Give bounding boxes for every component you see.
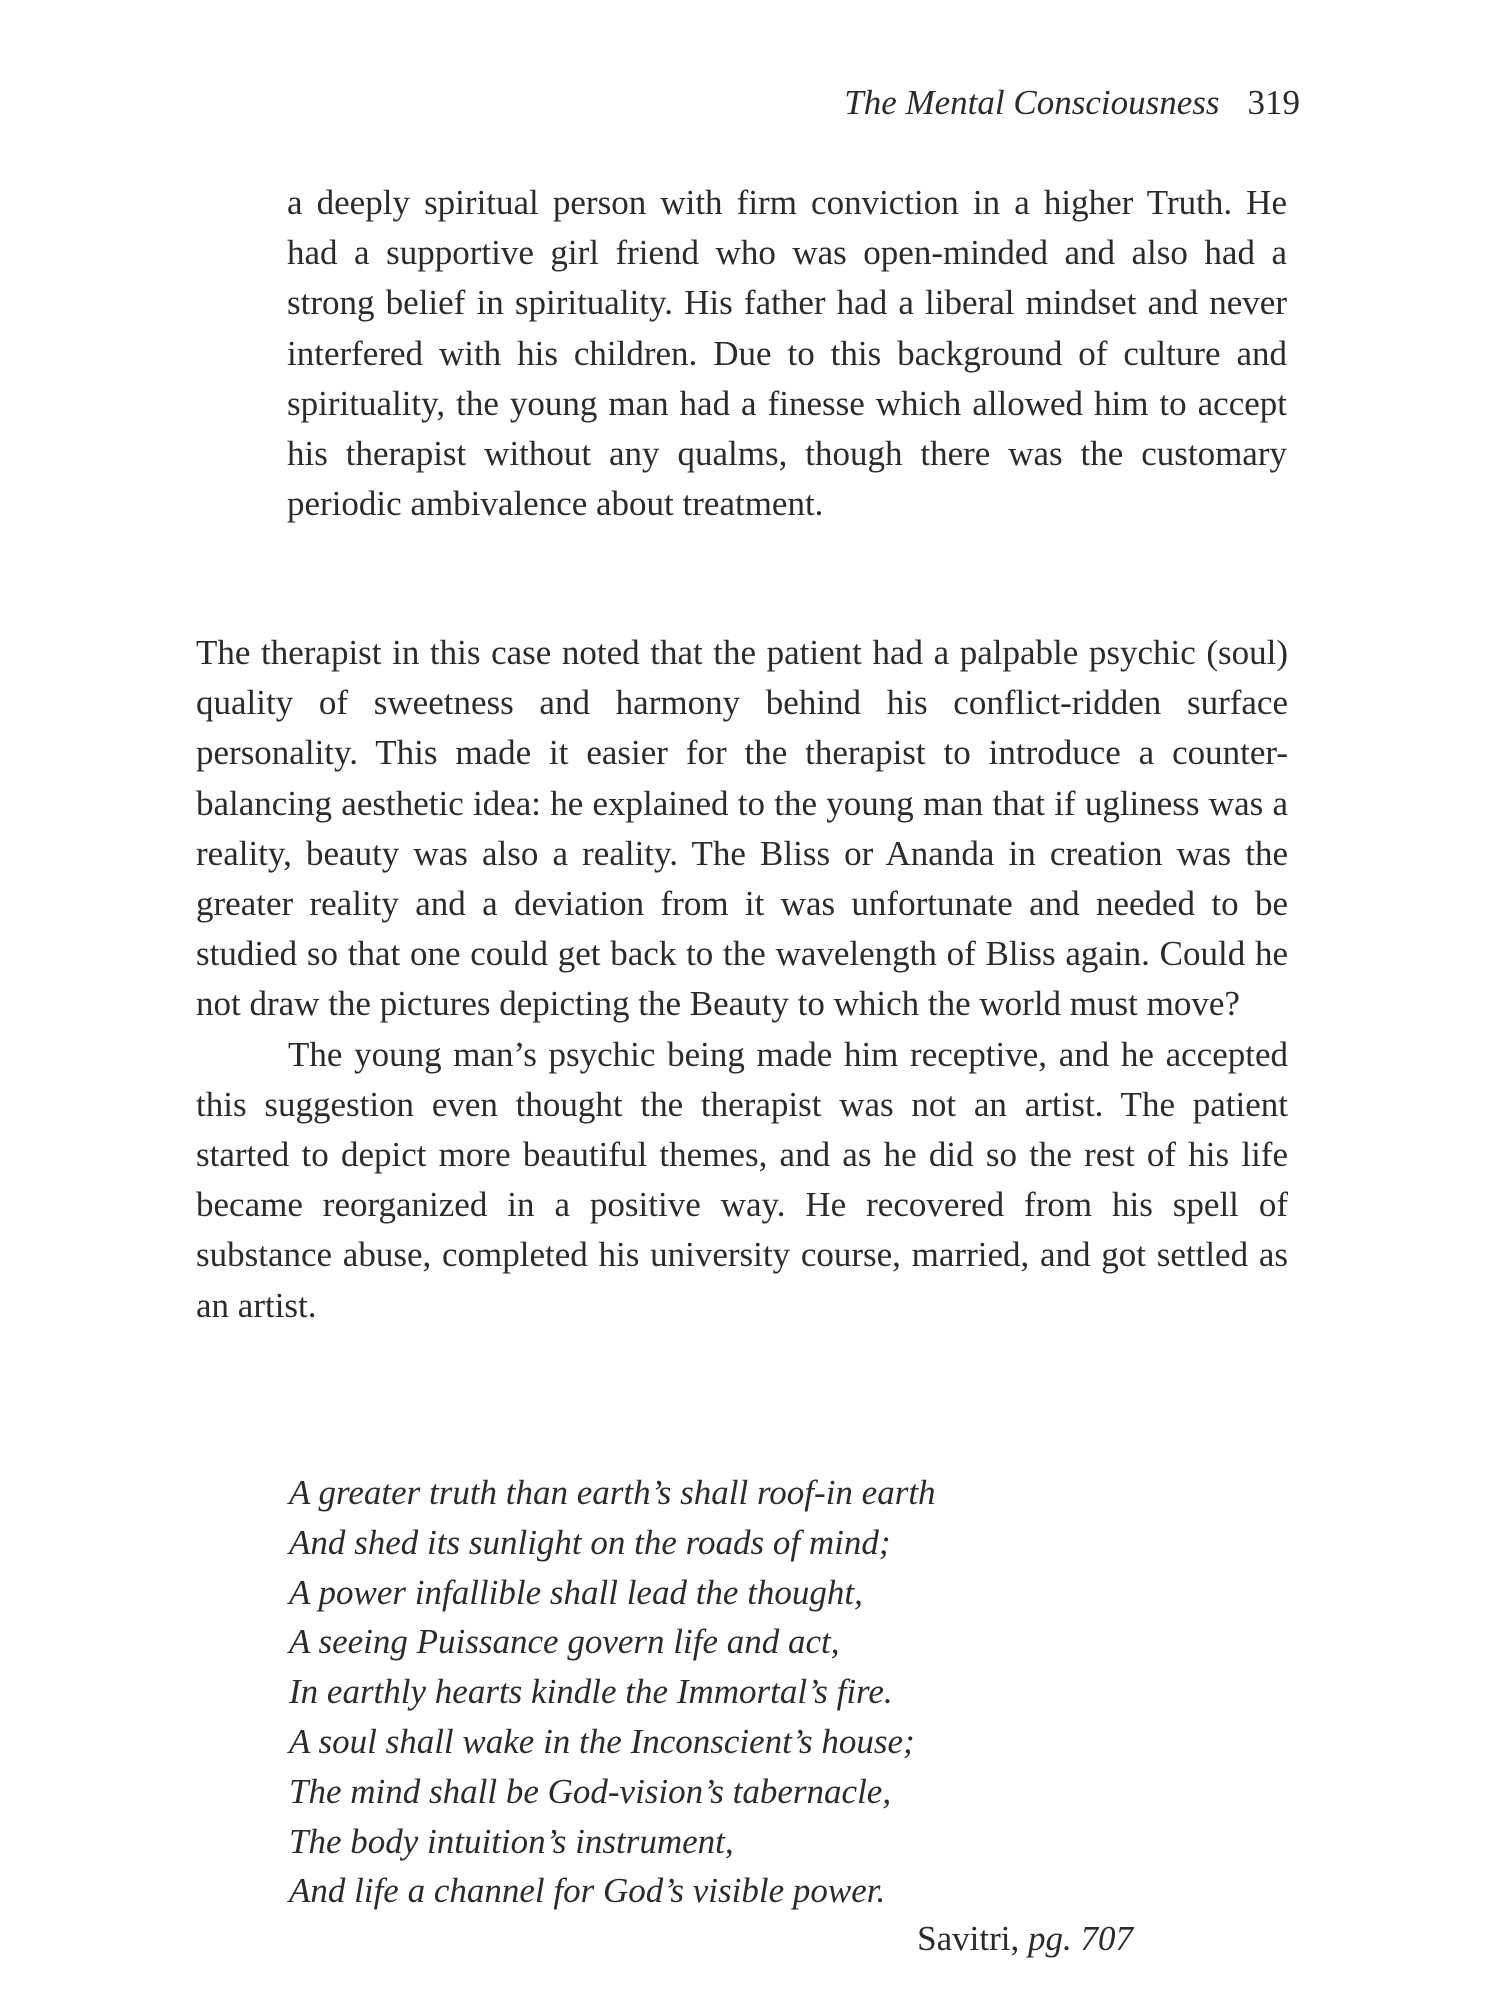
poem-epigraph xyxy=(289,1468,1189,1916)
poem-line: A power infallible shall lead the thought, xyxy=(289,1572,863,1612)
poem-line: And life a channel for God’s visible power. xyxy=(289,1871,886,1911)
poem-line: A greater truth than earth’s shall roof-in earth xyxy=(289,1473,936,1512)
chapter-title: The Mental Consciousness xyxy=(844,83,1220,122)
poem-line: A soul shall wake in the Inconscient’s house; xyxy=(289,1721,915,1761)
poem-line: The body intuition’s instrument, xyxy=(289,1821,734,1861)
citation-page: pg. 707 xyxy=(1028,1919,1133,1958)
page-number: 319 xyxy=(1247,83,1300,122)
body-paragraph-2: The young man’s psychic being made him receptive, and he accepted this suggestion even thought the therapist was not an artist. The patient started to depict more beautiful themes, and as he did so the rest of his life became reorganized in a positive way. He recovered from his spell of substance abuse, completed his university course, married, and got settled as an artist. xyxy=(196,1034,1288,1325)
poem-line: In earthly hearts kindle the Immortal’s fire. xyxy=(289,1672,893,1712)
body-text xyxy=(196,628,1288,1331)
running-header xyxy=(844,78,1300,128)
poem-line: A seeing Puissance govern life and act, xyxy=(289,1622,840,1662)
body-paragraph-1: The therapist in this case noted that the patient had a palpable psychic (soul) quality of sweetness and harmony behind his conflict-ridden surface personality. This made it easier for the therapist to introduce a counter-balancing aesthetic idea: he explained to the young man that if ugliness was a reality, beauty was also a reality. The Bliss or Ananda in creation was the greater reality and a deviation from it was unfortunate and needed to be studied so that one could get back to the wavelength of Bliss again. Could he not draw the pictures depicting the Beauty to which the world must move? xyxy=(196,633,1288,1024)
citation-source: Savitri, xyxy=(917,1919,1020,1958)
poem-line: The mind shall be God-vision’s tabernacle, xyxy=(289,1771,892,1811)
poem-line: And shed its sunlight on the roads of mind; xyxy=(289,1522,891,1562)
indented-case-text xyxy=(287,178,1287,529)
case-paragraph: a deeply spiritual person with firm conviction in a higher Truth. He had a supportive girl friend who was open-minded and also had a strong belief in spirituality. His father had a liberal mindset and never interfered with his children. Due to this background of culture and spirituality, the young man had a finesse which allowed him to accept his therapist without any qualms, though there was the customary periodic ambivalence about treatment. xyxy=(287,183,1287,524)
poem-citation xyxy=(917,1914,1133,1964)
